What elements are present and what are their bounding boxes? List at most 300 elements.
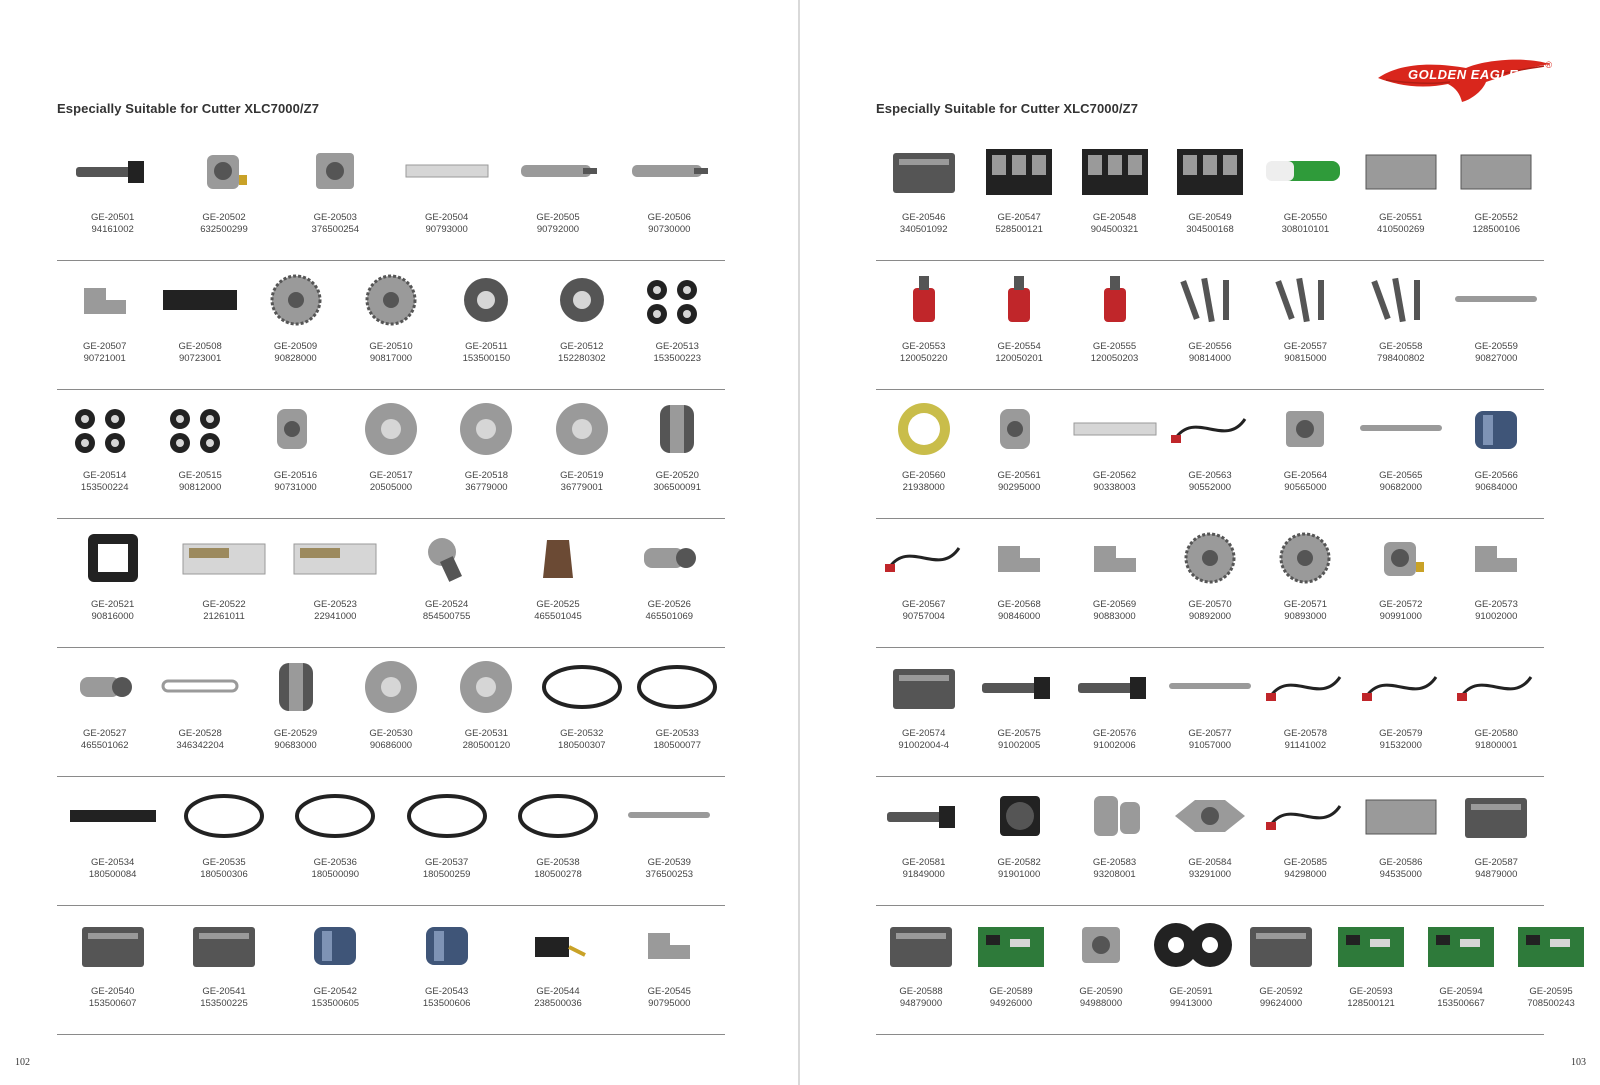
part-number: 90795000 [648, 998, 691, 1009]
part-item [1067, 261, 1162, 389]
rail-icon [1067, 390, 1162, 468]
part-code: GE-20539 [647, 857, 691, 868]
roller-icon [248, 648, 343, 726]
part-number: 798400802 [1377, 353, 1425, 364]
part-code: GE-20584 [1188, 857, 1232, 868]
part-code: GE-20553 [902, 341, 946, 352]
part-number: 90793000 [425, 224, 468, 235]
part-number: 180500306 [200, 869, 248, 880]
part-item [1162, 390, 1257, 518]
part-code: GE-20514 [83, 470, 127, 481]
part-item [1449, 390, 1544, 518]
part-number: 465501045 [534, 611, 582, 622]
part-code: GE-20567 [902, 599, 946, 610]
part-code: GE-20512 [560, 341, 604, 352]
part-item [534, 390, 629, 518]
wheel-icon [439, 648, 534, 726]
part-item [248, 261, 343, 389]
part-number: 90892000 [1188, 611, 1232, 622]
link-icon [152, 648, 247, 726]
part-number: 528500121 [995, 224, 1043, 235]
parts-row [57, 906, 725, 1035]
parts-row [57, 261, 725, 390]
part-code: GE-20558 [1379, 341, 1423, 352]
roller-icon [630, 390, 725, 468]
part-item [534, 648, 629, 776]
part-item [971, 519, 1066, 647]
gear-icon [1162, 519, 1257, 597]
part-number: 90816000 [91, 611, 134, 622]
part-item [1236, 906, 1326, 1034]
pulley-icon [971, 390, 1066, 468]
part-number: 36779001 [560, 482, 603, 493]
part-item [1258, 519, 1353, 647]
part-number: 128500106 [1472, 224, 1521, 235]
part-item [439, 390, 534, 518]
part-number: 93208001 [1093, 869, 1136, 880]
sleeve-icon [1449, 390, 1544, 468]
bearing-set-icon [57, 390, 152, 468]
pulley-icon [248, 390, 343, 468]
cable-icon [1353, 648, 1448, 726]
module-icon [1067, 132, 1162, 210]
part-code: GE-20546 [902, 212, 946, 223]
part-number: 90828000 [274, 353, 317, 364]
part-item [971, 261, 1066, 389]
part-number: 99413000 [1169, 998, 1213, 1009]
part-number: 465501069 [645, 611, 694, 622]
part-number: 91002000 [1475, 611, 1518, 622]
part-code: GE-20506 [647, 212, 691, 223]
part-item [1162, 648, 1257, 776]
part-number: 99624000 [1259, 998, 1303, 1009]
parts-row [876, 648, 1544, 777]
rod-icon [1162, 648, 1257, 726]
parts-row [57, 390, 725, 519]
rod-icon [1353, 390, 1448, 468]
flange-icon [1162, 777, 1257, 855]
part-code: GE-20578 [1283, 728, 1328, 739]
part-item [1067, 519, 1162, 647]
fitting-icon [57, 648, 152, 726]
pins-icon [1162, 261, 1257, 339]
part-item [57, 648, 152, 776]
part-code: GE-20530 [369, 728, 413, 739]
part-code: GE-20543 [424, 986, 469, 997]
part-number: 94926000 [989, 998, 1033, 1009]
part-code: GE-20535 [202, 857, 246, 868]
part-number: 153500224 [80, 482, 129, 493]
part-number: 90731000 [274, 482, 317, 493]
wheel-icon [534, 390, 629, 468]
part-item [876, 390, 971, 518]
part-code: GE-20534 [91, 857, 135, 868]
part-item [1067, 648, 1162, 776]
part-number: 90721001 [83, 353, 126, 364]
right-page [802, 0, 1600, 1085]
box-icon [57, 906, 168, 984]
part-item [1449, 132, 1544, 260]
part-number: 91800001 [1475, 740, 1518, 751]
part-item [152, 390, 247, 518]
part-code: GE-20502 [202, 212, 246, 223]
part-number: 91002006 [1093, 740, 1136, 751]
part-item [343, 390, 438, 518]
bearing-icon [534, 261, 629, 339]
part-number: 90846000 [997, 611, 1041, 622]
part-code: GE-20522 [202, 599, 246, 610]
part-code: GE-20588 [899, 986, 943, 997]
part-code: GE-20510 [369, 341, 413, 352]
part-item [1353, 777, 1448, 905]
belt-strip-icon [57, 777, 168, 855]
logo-text: GOLDEN EAGLE [1408, 67, 1519, 82]
part-number: 91002004-4 [898, 740, 950, 751]
bracket-icon [1449, 519, 1544, 597]
page-number: 102 [15, 1057, 30, 1068]
belt-icon [391, 777, 502, 855]
part-code: GE-20573 [1474, 599, 1518, 610]
cable-icon [1162, 390, 1257, 468]
part-number: 20505000 [369, 482, 413, 493]
block-icon [1056, 906, 1146, 984]
belt-icon [630, 648, 725, 726]
part-item [152, 261, 247, 389]
page-number: 103 [1571, 1057, 1586, 1068]
part-number: 90683000 [274, 740, 317, 751]
part-number: 854500755 [422, 611, 471, 622]
part-code: GE-20595 [1529, 986, 1573, 997]
part-item [502, 777, 613, 905]
part-code: GE-20540 [91, 986, 135, 997]
part-code: GE-20593 [1349, 986, 1393, 997]
part-number: 93291000 [1188, 869, 1232, 880]
part-number: 90686000 [369, 740, 413, 751]
part-code: GE-20592 [1259, 986, 1303, 997]
parts-row [876, 777, 1544, 906]
fan-icon [971, 777, 1066, 855]
part-item [168, 906, 279, 1034]
part-code: GE-20590 [1079, 986, 1123, 997]
rod-icon [614, 777, 725, 855]
part-code: GE-20542 [313, 986, 357, 997]
pins-icon [1258, 261, 1353, 339]
bearing-set-icon [630, 261, 725, 339]
box-icon [876, 648, 971, 726]
part-item [1162, 777, 1257, 905]
part-code: GE-20577 [1188, 728, 1232, 739]
part-item [248, 390, 343, 518]
motor-icon [1353, 519, 1448, 597]
part-item [876, 519, 971, 647]
part-code: GE-20551 [1379, 212, 1423, 223]
part-item [630, 648, 725, 776]
part-code: GE-20556 [1188, 341, 1232, 352]
part-code: GE-20561 [997, 470, 1041, 481]
part-code: GE-20554 [997, 341, 1041, 352]
part-code: GE-20541 [202, 986, 246, 997]
part-item [1162, 519, 1257, 647]
part-code: GE-20550 [1283, 212, 1328, 223]
part-item [614, 906, 725, 1034]
part-item [168, 777, 279, 905]
part-code: GE-20586 [1379, 857, 1423, 868]
part-code: GE-20526 [647, 599, 691, 610]
part-code: GE-20503 [313, 212, 357, 223]
parts-grid [876, 132, 1575, 1035]
part-item [152, 648, 247, 776]
part-number: 180500259 [422, 869, 471, 880]
parts-grid [57, 132, 725, 1035]
part-number: 90812000 [178, 482, 222, 493]
parts-row [57, 519, 725, 648]
part-number: 152280302 [558, 353, 606, 364]
part-number: 180500278 [534, 869, 582, 880]
belt-icon [280, 777, 391, 855]
part-code: GE-20579 [1379, 728, 1423, 739]
part-number: 120050220 [899, 353, 948, 364]
shaft-icon [876, 777, 971, 855]
module-icon [1162, 132, 1257, 210]
part-code: GE-20569 [1092, 599, 1137, 610]
box-icon [1449, 777, 1544, 855]
coupling-icon [1067, 777, 1162, 855]
part-number: 21261011 [203, 611, 245, 622]
gear-icon [248, 261, 343, 339]
part-item [57, 390, 152, 518]
part-item [57, 261, 152, 389]
part-code: GE-20559 [1474, 341, 1518, 352]
part-item [439, 648, 534, 776]
part-number: 90893000 [1284, 611, 1327, 622]
part-item [391, 132, 502, 260]
part-item [1258, 390, 1353, 518]
part-code: GE-20591 [1169, 986, 1213, 997]
part-item [168, 132, 279, 260]
part-code: GE-20571 [1283, 599, 1328, 610]
part-item [343, 648, 438, 776]
part-code: GE-20519 [560, 470, 604, 481]
part-number: 90991000 [1379, 611, 1422, 622]
part-number: 22941000 [314, 611, 357, 622]
part-item [971, 132, 1066, 260]
motor-icon [168, 132, 279, 210]
part-item [1146, 906, 1236, 1034]
part-code: GE-20528 [178, 728, 222, 739]
part-code: GE-20565 [1379, 470, 1423, 481]
box-icon [168, 906, 279, 984]
gear-icon [1258, 519, 1353, 597]
part-item [1067, 777, 1162, 905]
part-code: GE-20537 [424, 857, 469, 868]
shaft-icon [57, 132, 168, 210]
registered-mark: ® [1545, 60, 1552, 70]
part-item [248, 648, 343, 776]
cylinder-icon [614, 132, 725, 210]
part-number: 90757004 [902, 611, 945, 622]
part-number: 91849000 [902, 869, 945, 880]
part-code: GE-20545 [647, 986, 691, 997]
part-number: 410500269 [1377, 224, 1425, 235]
part-code: GE-20555 [1092, 341, 1137, 352]
part-item [971, 648, 1066, 776]
part-number: 180500090 [311, 869, 360, 880]
golden-eagle-logo [1374, 54, 1554, 104]
part-item [1162, 132, 1257, 260]
rod-icon [1449, 261, 1544, 339]
part-item [1258, 132, 1353, 260]
part-number: 91002005 [997, 740, 1041, 751]
part-code: GE-20524 [424, 599, 469, 610]
part-number: 308010101 [1281, 224, 1330, 235]
part-number: 91532000 [1379, 740, 1422, 751]
part-number: 90682000 [1379, 482, 1422, 493]
parts-row [876, 519, 1544, 648]
cable-icon [1258, 648, 1353, 726]
part-item [630, 261, 725, 389]
part-number: 128500121 [1347, 998, 1395, 1009]
part-code: GE-20572 [1379, 599, 1423, 610]
part-number: 180500077 [653, 740, 702, 751]
bracket-icon [614, 906, 725, 984]
part-number: 153500605 [311, 998, 360, 1009]
part-code: GE-20557 [1283, 341, 1328, 352]
part-code: GE-20509 [273, 341, 318, 352]
cable-icon [1449, 648, 1544, 726]
part-number: 904500321 [1090, 224, 1139, 235]
part-number: 91901000 [997, 869, 1041, 880]
part-code: GE-20516 [273, 470, 318, 481]
part-number: 90552000 [1188, 482, 1232, 493]
part-code: GE-20583 [1092, 857, 1137, 868]
nut-icon [502, 519, 613, 597]
bearing-icon [439, 261, 534, 339]
part-number: 94535000 [1379, 869, 1422, 880]
cylinder-icon [502, 132, 613, 210]
plate-icon [1353, 777, 1448, 855]
part-item [1258, 777, 1353, 905]
fitting-icon [614, 519, 725, 597]
part-code: GE-20531 [464, 728, 509, 739]
part-item [1353, 261, 1448, 389]
part-item [280, 519, 391, 647]
part-number: 90815000 [1284, 353, 1327, 364]
parts-row [876, 261, 1544, 390]
part-number: 180500084 [88, 869, 137, 880]
part-code: GE-20564 [1283, 470, 1328, 481]
wheel-icon [343, 648, 438, 726]
part-item [1258, 648, 1353, 776]
part-item [391, 906, 502, 1034]
part-item [1506, 906, 1596, 1034]
part-item [966, 906, 1056, 1034]
rail-icon [391, 132, 502, 210]
part-number: 90730000 [648, 224, 691, 235]
part-item [630, 390, 725, 518]
part-number: 90814000 [1188, 353, 1232, 364]
part-item [57, 132, 168, 260]
part-number: 280500120 [462, 740, 511, 751]
part-number: 94879000 [899, 998, 943, 1009]
part-code: GE-20549 [1188, 212, 1232, 223]
part-number: 90817000 [369, 353, 413, 364]
part-number: 90565000 [1284, 482, 1327, 493]
bearing-set-icon [152, 390, 247, 468]
part-code: GE-20548 [1092, 212, 1137, 223]
bottle-icon [971, 261, 1066, 339]
part-number: 94988000 [1079, 998, 1123, 1009]
pins-icon [1353, 261, 1448, 339]
part-number: 90883000 [1093, 611, 1136, 622]
part-code: GE-20517 [369, 470, 413, 481]
shaft-icon [971, 648, 1066, 726]
box-icon [876, 906, 966, 984]
part-code: GE-20501 [91, 212, 135, 223]
part-item [1162, 261, 1257, 389]
part-number: 36779000 [465, 482, 508, 493]
belt-icon [502, 777, 613, 855]
part-item [971, 777, 1066, 905]
part-code: GE-20529 [273, 728, 318, 739]
parts-row [57, 132, 725, 261]
part-number: 346342204 [176, 740, 224, 751]
part-code: GE-20533 [655, 728, 699, 739]
part-item [971, 390, 1066, 518]
part-item [1326, 906, 1416, 1034]
part-item [1258, 261, 1353, 389]
part-code: GE-20574 [902, 728, 946, 739]
wheel-icon [343, 390, 438, 468]
parts-row [876, 906, 1575, 1035]
disc-icon [1146, 906, 1236, 984]
part-number: 180500307 [558, 740, 606, 751]
cable-icon [1258, 777, 1353, 855]
part-item [280, 132, 391, 260]
part-number: 340501092 [899, 224, 948, 235]
part-number: 153500606 [422, 998, 471, 1009]
part-item [280, 777, 391, 905]
part-item [57, 777, 168, 905]
shaft-icon [1067, 648, 1162, 726]
part-item [1067, 132, 1162, 260]
bottle-icon [876, 261, 971, 339]
frame-icon [57, 519, 168, 597]
plate-icon [1353, 132, 1448, 210]
part-code: GE-20523 [313, 599, 357, 610]
part-code: GE-20507 [83, 341, 127, 352]
part-item [1449, 261, 1544, 389]
part-number: 632500299 [200, 224, 248, 235]
ring-icon [876, 390, 971, 468]
part-number: 90684000 [1475, 482, 1518, 493]
part-number: 94298000 [1284, 869, 1327, 880]
part-number: 91057000 [1188, 740, 1232, 751]
bolt-icon [391, 519, 502, 597]
part-item [614, 777, 725, 905]
part-number: 94879000 [1475, 869, 1518, 880]
belt-icon [168, 777, 279, 855]
part-code: GE-20589 [989, 986, 1033, 997]
part-item [534, 261, 629, 389]
part-code: GE-20570 [1188, 599, 1232, 610]
block-icon [280, 132, 391, 210]
part-code: GE-20566 [1474, 470, 1518, 481]
part-item [1353, 519, 1448, 647]
part-item [1353, 390, 1448, 518]
part-code: GE-20563 [1188, 470, 1232, 481]
part-item [614, 132, 725, 260]
part-code: GE-20587 [1474, 857, 1518, 868]
